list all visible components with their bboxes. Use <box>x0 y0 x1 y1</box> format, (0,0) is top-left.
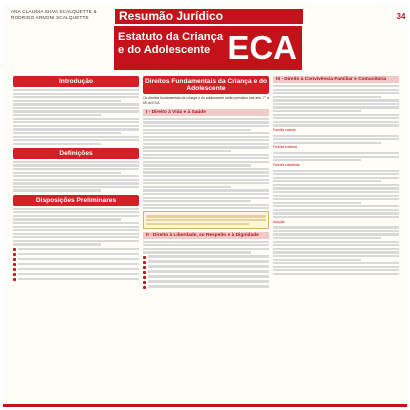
header <box>11 9 406 73</box>
text-line <box>146 215 266 217</box>
text-line <box>273 262 399 264</box>
text-line <box>143 244 269 246</box>
text-line <box>148 285 269 287</box>
text-line <box>143 154 269 156</box>
text-line <box>146 223 249 225</box>
study-sheet <box>3 3 407 407</box>
subsection-convivencia: III - Direito à Convivência Familiar e Comunitária <box>273 76 399 83</box>
text-line <box>143 200 251 202</box>
text-line <box>273 159 361 161</box>
text-line <box>273 202 361 204</box>
text-line <box>143 171 269 173</box>
text-line <box>273 170 399 172</box>
bullet-item <box>13 277 139 281</box>
column-3 <box>273 73 399 276</box>
page-title <box>118 31 223 56</box>
section-disposicoes: Disposições Preliminares <box>13 195 139 206</box>
bullet-icon <box>13 248 16 251</box>
text-line <box>143 164 251 166</box>
text-line <box>143 146 269 148</box>
text-line <box>18 258 139 260</box>
bullet-item <box>13 247 139 251</box>
text-line <box>143 175 269 177</box>
text-line <box>13 128 139 130</box>
text-line <box>273 205 399 207</box>
bullet-item <box>13 257 139 261</box>
text-line <box>13 211 139 213</box>
text-line <box>13 233 139 235</box>
text-line <box>273 255 399 257</box>
text-line <box>143 186 231 188</box>
text-line <box>143 207 269 209</box>
section-definicoes: Definições <box>13 148 139 159</box>
text-line <box>273 121 399 123</box>
text-line <box>273 173 399 175</box>
column-1 <box>13 73 139 282</box>
text-line <box>273 135 399 137</box>
text-line <box>13 215 139 217</box>
text-line <box>143 125 269 127</box>
text-line <box>13 218 121 220</box>
text-line <box>13 186 139 188</box>
author-line-2: RODRIGO ARNONI SCALQUETTE <box>11 14 89 20</box>
text-line <box>13 96 139 98</box>
text-line <box>13 118 139 120</box>
text-line <box>143 150 231 152</box>
text-line <box>143 118 269 120</box>
text-line <box>273 180 381 182</box>
text-line <box>273 92 399 94</box>
section-introducao: Introdução <box>13 76 139 87</box>
text-line <box>143 139 269 141</box>
section-direitos-fundamentais: Direitos Fundamentais da Criança e do Adolescente <box>145 78 268 92</box>
text-line <box>273 198 399 200</box>
text-line <box>13 161 139 163</box>
text-line <box>273 241 399 243</box>
bullet-item <box>143 285 269 289</box>
title-line-2: e do Adolescente <box>118 43 211 56</box>
text-line <box>146 219 266 221</box>
bullet-icon <box>143 266 146 269</box>
text-line <box>273 209 399 211</box>
text-line <box>148 260 269 262</box>
text-line <box>143 179 269 181</box>
text-line <box>273 187 399 189</box>
text-line <box>143 143 269 145</box>
bullet-icon <box>13 263 16 266</box>
text-line <box>273 85 399 87</box>
text-line <box>143 129 251 131</box>
author-line-1: ANA CLAUDIA SILVA SCALQUETTE & <box>11 9 97 14</box>
text-line <box>13 132 121 134</box>
text-line <box>143 136 269 138</box>
authors <box>11 9 97 20</box>
text-line <box>143 157 269 159</box>
text-line <box>143 241 269 243</box>
text-line <box>273 237 381 239</box>
bullet-icon <box>13 273 16 276</box>
text-line <box>273 266 399 268</box>
text-line <box>273 273 399 275</box>
text-line <box>148 265 269 267</box>
text-line <box>13 226 139 228</box>
text-line <box>13 172 121 174</box>
footer-bar <box>3 404 407 407</box>
text-line <box>13 125 139 127</box>
bullet-item <box>143 260 269 264</box>
text-line <box>273 124 399 126</box>
text-line <box>13 243 101 245</box>
bullet-item <box>13 252 139 256</box>
text-line <box>273 216 399 218</box>
text-line <box>18 263 139 265</box>
text-line <box>13 236 139 238</box>
text-line <box>143 189 269 191</box>
text-line <box>148 270 269 272</box>
text-line <box>143 121 269 123</box>
bullet-icon <box>143 256 146 259</box>
text-line <box>13 164 139 166</box>
text-line <box>13 175 139 177</box>
subsection-vida-saude: I - Direito à Vida e à Saúde <box>143 109 269 116</box>
acronym: ECA <box>227 29 297 66</box>
text-line <box>13 93 139 95</box>
text-line <box>13 100 121 102</box>
column-2 <box>143 73 269 290</box>
text-line <box>143 168 269 170</box>
text-line <box>273 96 381 98</box>
text-line <box>13 121 139 123</box>
text-line <box>13 107 139 109</box>
text-line <box>273 117 399 119</box>
text-line <box>13 182 139 184</box>
term-familia-substituta: Família substituta <box>273 162 300 167</box>
brand-number: 34 <box>396 12 406 21</box>
text-line <box>273 177 399 179</box>
text-line <box>13 179 139 181</box>
bullet-item <box>143 280 269 284</box>
text-line <box>273 244 399 246</box>
bullet-item <box>143 275 269 279</box>
text-line <box>18 273 139 275</box>
text-line <box>273 156 399 158</box>
text-line <box>13 114 101 116</box>
text-line <box>273 226 399 228</box>
text-line <box>143 251 251 253</box>
term-adocao: Adoção <box>273 219 285 224</box>
text-line <box>273 106 399 108</box>
bullet-icon <box>13 278 16 281</box>
text-line <box>13 136 139 138</box>
text-line <box>13 208 139 210</box>
bullet-icon <box>143 261 146 264</box>
text-line <box>143 204 269 206</box>
title-line-1: Estatuto da Criança <box>118 31 224 43</box>
bullet-icon <box>143 281 146 284</box>
text-line <box>273 212 399 214</box>
title-band <box>114 26 302 70</box>
text-line <box>273 142 381 144</box>
text-line <box>13 189 101 191</box>
text-line <box>13 89 139 91</box>
text-line <box>13 229 139 231</box>
text-line <box>273 110 361 112</box>
text-line <box>13 110 139 112</box>
text-line <box>273 191 399 193</box>
text-line <box>273 89 399 91</box>
bullet-icon <box>143 286 146 289</box>
text-line <box>13 240 139 242</box>
text-line <box>18 248 139 250</box>
brand-name: Resumão Jurídico <box>119 9 224 23</box>
bullet-icon <box>13 253 16 256</box>
text-line <box>273 269 399 271</box>
bullet-item <box>143 265 269 269</box>
text-line <box>273 259 361 261</box>
text-line <box>273 114 399 116</box>
bullet-item <box>13 262 139 266</box>
lead-paragraph: Os direitos fundamentais da criança e do adolescente estão previstos nos arts. 7° a 69 do ECA. <box>143 96 269 105</box>
bullet-item <box>13 272 139 276</box>
bullet-icon <box>13 258 16 261</box>
text-line <box>148 280 269 282</box>
text-line <box>143 132 269 134</box>
text-line <box>13 139 139 141</box>
text-line <box>273 99 399 101</box>
bullet-icon <box>143 271 146 274</box>
text-line <box>273 103 399 105</box>
text-line <box>13 103 139 105</box>
text-line <box>143 161 269 163</box>
text-line <box>13 143 101 145</box>
term-familia-natural: Família natural <box>273 127 296 132</box>
text-line <box>148 275 269 277</box>
term-familia-extensa: Família extensa <box>273 145 297 150</box>
bullet-item <box>143 255 269 259</box>
text-line <box>143 193 269 195</box>
bullet-item <box>13 267 139 271</box>
text-line <box>273 184 399 186</box>
text-line <box>18 253 139 255</box>
text-line <box>143 248 269 250</box>
bullet-icon <box>13 268 16 271</box>
text-line <box>273 138 399 140</box>
subsection-liberdade: II - Direito à Liberdade, ao Respeito e à Dignidade <box>143 232 269 239</box>
text-line <box>18 268 139 270</box>
text-line <box>13 222 139 224</box>
text-line <box>143 182 269 184</box>
text-line <box>18 278 139 280</box>
brand-box <box>115 9 406 24</box>
bullet-item <box>143 270 269 274</box>
attention-note <box>143 211 269 228</box>
text-line <box>273 230 399 232</box>
text-line <box>13 168 139 170</box>
text-line <box>143 197 269 199</box>
text-line <box>273 152 399 154</box>
bullet-icon <box>143 276 146 279</box>
text-line <box>273 233 399 235</box>
text-line <box>273 251 399 253</box>
text-line <box>273 195 399 197</box>
text-line <box>148 255 269 257</box>
text-line <box>273 248 399 250</box>
